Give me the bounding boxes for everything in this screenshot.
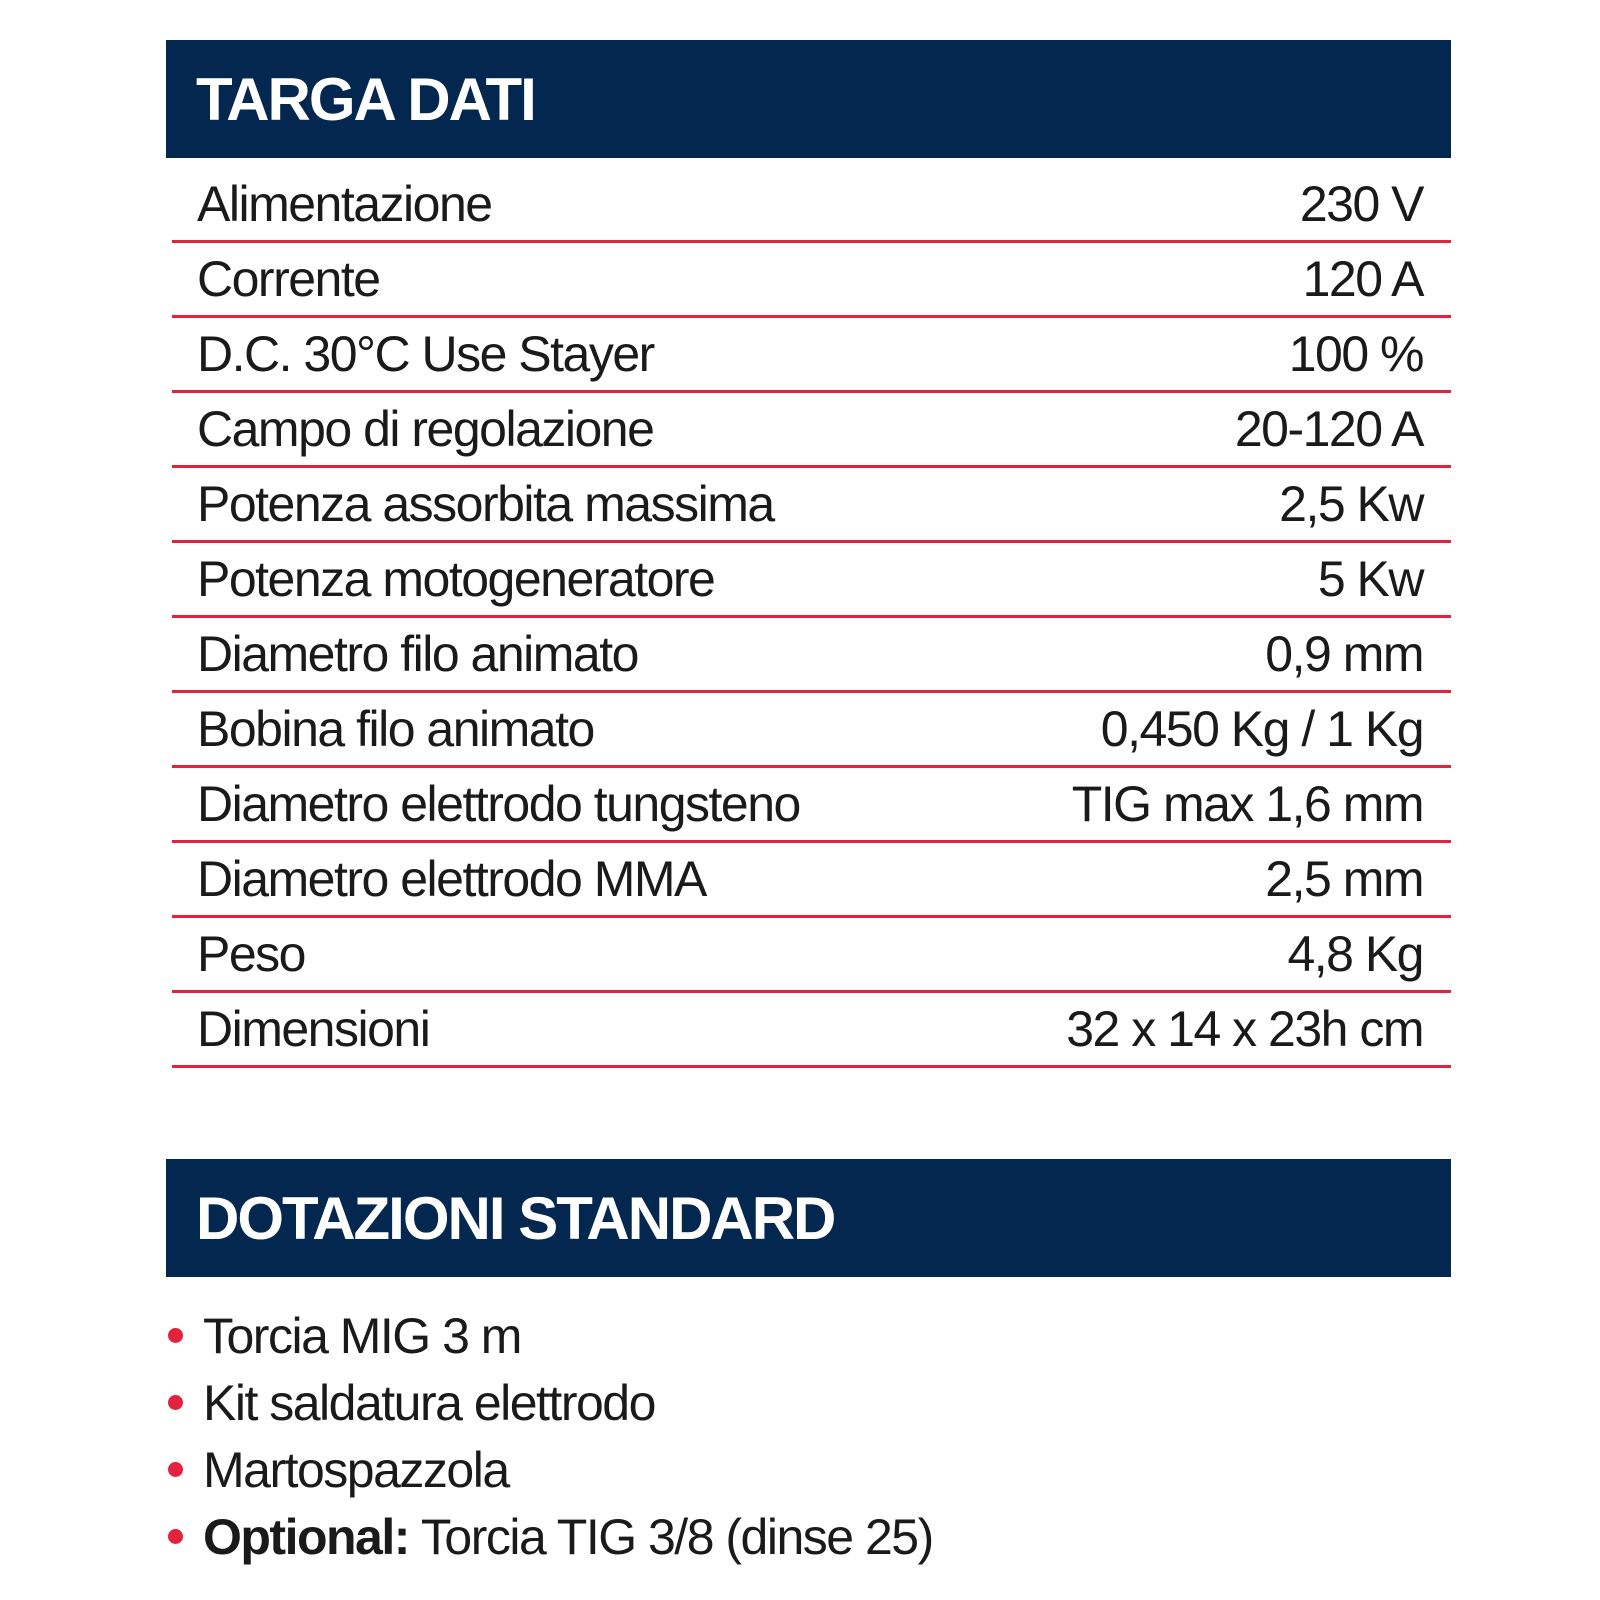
spec-value: 0,9 mm bbox=[1265, 626, 1423, 682]
bullet-dot-icon bbox=[168, 1529, 183, 1544]
spec-value: 2,5 Kw bbox=[1279, 476, 1423, 532]
list-item bbox=[168, 1369, 933, 1436]
list-item bbox=[168, 1436, 933, 1503]
bullet-dot-icon bbox=[168, 1328, 183, 1343]
optional-label: Optional: bbox=[203, 1508, 409, 1565]
spec-label: D.C. 30°C Use Stayer bbox=[197, 326, 654, 382]
spec-row-potenza-assorbita bbox=[172, 468, 1451, 543]
accessory-list bbox=[168, 1302, 933, 1570]
spec-value: 2,5 mm bbox=[1265, 851, 1423, 907]
spec-label: Diametro filo animato bbox=[197, 626, 638, 682]
bullet-dot-icon bbox=[168, 1462, 183, 1477]
spec-value: 230 V bbox=[1299, 176, 1423, 232]
targa-dati-title: TARGA DATI bbox=[196, 65, 535, 133]
spec-value: 4,8 Kg bbox=[1287, 926, 1423, 982]
spec-row-peso bbox=[172, 918, 1451, 993]
spec-label: Bobina filo animato bbox=[197, 701, 594, 757]
spec-table bbox=[172, 168, 1451, 1068]
spec-label: Corrente bbox=[197, 251, 380, 307]
bullet-dot-icon bbox=[168, 1395, 183, 1410]
accessory-text: Kit saldatura elettrodo bbox=[203, 1374, 655, 1431]
spec-value: 32 x 14 x 23h cm bbox=[1066, 1001, 1423, 1057]
spec-value: 20-120 A bbox=[1234, 401, 1423, 457]
spec-value: TIG max 1,6 mm bbox=[1071, 776, 1423, 832]
spec-value: 120 A bbox=[1302, 251, 1423, 307]
spec-label: Campo di regolazione bbox=[197, 401, 654, 457]
optional-item bbox=[168, 1503, 933, 1570]
list-item bbox=[168, 1302, 933, 1369]
spec-row-potenza-motogeneratore bbox=[172, 543, 1451, 618]
accessory-text: Martospazzola bbox=[203, 1441, 509, 1498]
spec-label: Potenza motogeneratore bbox=[197, 551, 715, 607]
spec-row-duty-cycle bbox=[172, 318, 1451, 393]
targa-dati-header bbox=[166, 40, 1451, 158]
spec-row-diametro-filo bbox=[172, 618, 1451, 693]
spec-row-elettrodo-tungsteno bbox=[172, 768, 1451, 843]
optional-text: Torcia TIG 3/8 (dinse 25) bbox=[420, 1508, 933, 1565]
spec-row-bobina-filo bbox=[172, 693, 1451, 768]
spec-row-elettrodo-mma bbox=[172, 843, 1451, 918]
spec-label: Diametro elettrodo MMA bbox=[197, 851, 706, 907]
spec-label: Dimensioni bbox=[197, 1001, 430, 1057]
spec-label: Peso bbox=[197, 926, 305, 982]
spec-row-campo-regolazione bbox=[172, 393, 1451, 468]
spec-label: Potenza assorbita massima bbox=[197, 476, 774, 532]
spec-label: Alimentazione bbox=[197, 176, 492, 232]
dotazioni-standard-title: DOTAZIONI STANDARD bbox=[196, 1184, 835, 1252]
accessory-text: Torcia MIG 3 m bbox=[203, 1307, 521, 1364]
spec-row-dimensioni bbox=[172, 993, 1451, 1068]
spec-value: 0,450 Kg / 1 Kg bbox=[1100, 701, 1423, 757]
spec-value: 100 % bbox=[1288, 326, 1423, 382]
dotazioni-standard-header bbox=[166, 1159, 1451, 1277]
spec-value: 5 Kw bbox=[1317, 551, 1423, 607]
spec-row-alimentazione bbox=[172, 168, 1451, 243]
spec-row-corrente bbox=[172, 243, 1451, 318]
spec-label: Diametro elettrodo tungsteno bbox=[197, 776, 800, 832]
